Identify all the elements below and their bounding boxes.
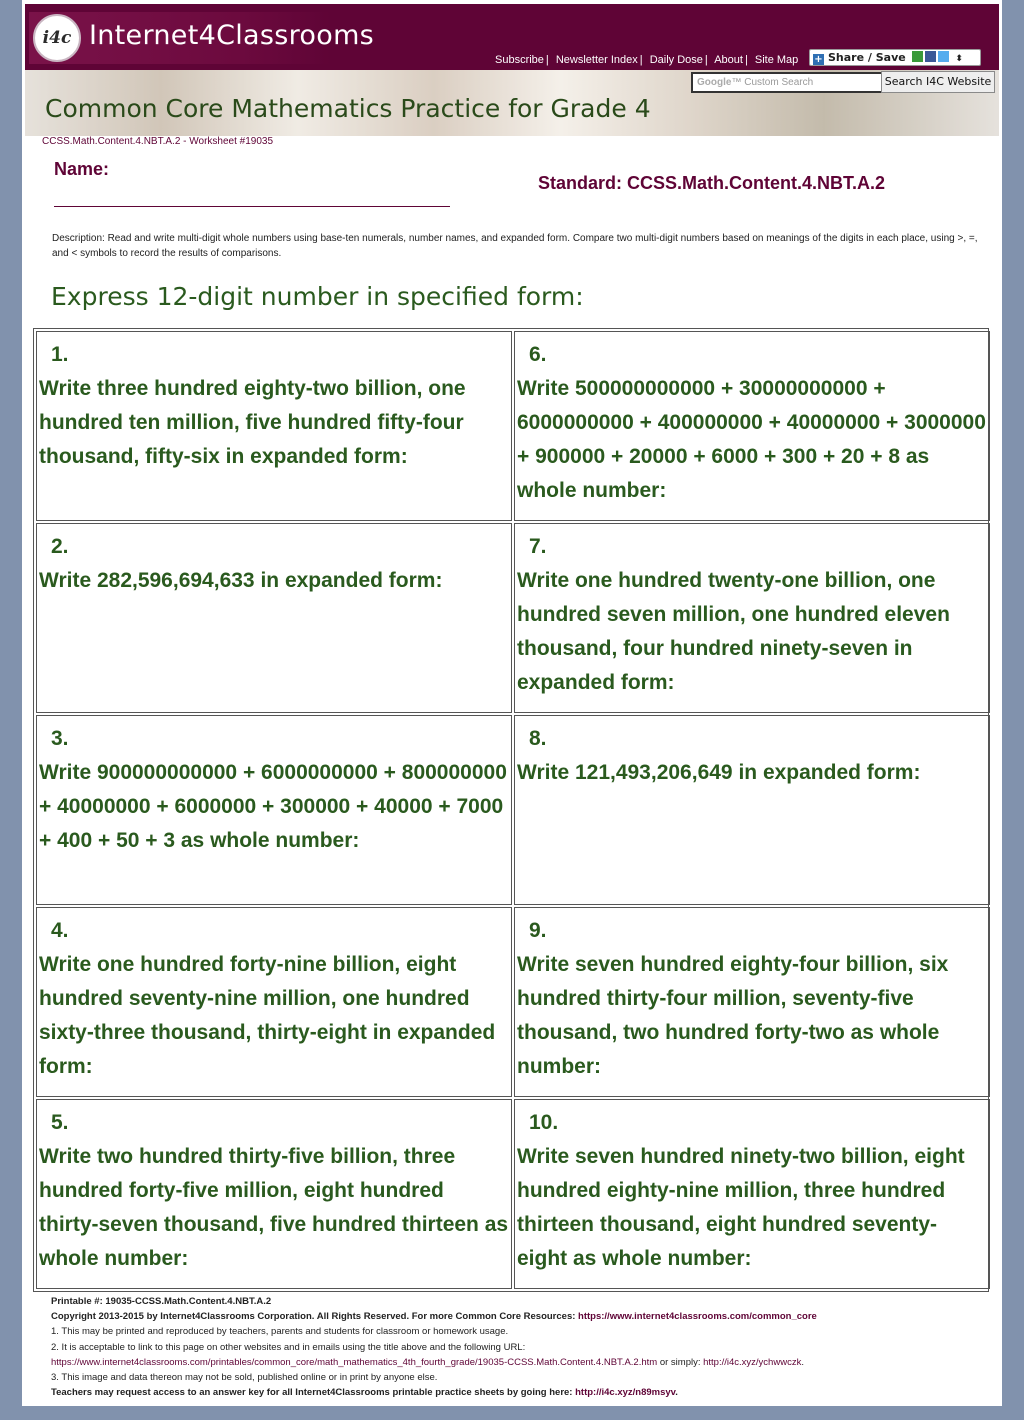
share-plus-icon: +	[814, 54, 823, 65]
question-cell	[514, 1099, 990, 1289]
question-number: 4.	[51, 919, 69, 942]
search-input[interactable]: Google™ Custom Search	[691, 72, 883, 93]
question-number: 8.	[529, 727, 547, 750]
worksheet-url-link[interactable]: https://www.internet4classrooms.com/printables/common_core/math_mathematics_4th_fourth_grade/19035-CCSS.Math.Content.4.NBT.A.2.htm	[51, 1356, 658, 1368]
question-number: 5.	[51, 1111, 69, 1134]
search-button[interactable]: Search I4C Website	[881, 71, 995, 93]
question-text: Write 282,596,694,633 in expanded form:	[39, 569, 443, 592]
worksheet-page	[22, 0, 1002, 1406]
question-cell	[36, 907, 512, 1097]
question-text: Write 500000000000 + 30000000000 + 6000000000 + 400000000 + 40000000 + 3000000 + 900000 + 20000 + 6000 + 300 + 20 + 8 as whole number:	[517, 377, 986, 502]
question-cell	[36, 331, 512, 521]
instructions: Express 12-digit number in specified form:	[51, 282, 584, 311]
description: Description: Read and write multi-digit whole numbers using base-ten numerals, number names, and expanded form. Compare two multi-digit numbers based on meanings of the digits in each place, using >, =, and < symbols to record the results of comparisons.	[52, 233, 978, 259]
footer: Printable #: 19035-CCSS.Math.Content.4.NBT.A.2 Copyright 2013-2015 by Internet4Classrooms Corporation. All Rights Reserved. For more Common Core Resources: https://www.internet4classrooms.com/common_core 1. This may be printed and reproduced by teachers, parents and students for classroom or homework usage. 2. It is acceptable to link to this page on other websites and in emails using the title above and the following URL: https://www.internet4classrooms.com/printables/common_core/math_mathematics_4th_fourth_grade/19035-CCSS.Math.Content.4.NBT.A.2.htm or simply: http://i4c.xyz/ychwwczk. 3. This image and data thereon may not be sold, published online or in print by anyone else. Teachers may request access to an answer key for all Internet4Classrooms printable practice sheets by going here: http://i4c.xyz/n89msyv.	[51, 1294, 991, 1400]
share-save-button[interactable]	[809, 49, 981, 66]
answer-key-note: Teachers may request access to an answer key for all Internet4Classrooms printable practice sheets by going here:	[51, 1387, 573, 1399]
name-line	[54, 206, 450, 207]
question-cell	[514, 523, 990, 713]
i4c-logo-icon: i4c	[33, 14, 81, 62]
question-cell	[36, 715, 512, 905]
question-text: Write 900000000000 + 6000000000 + 800000000 + 40000000 + 6000000 + 300000 + 40000 + 7000 + 400 + 50 + 3 as whole number:	[39, 761, 507, 852]
site-header	[25, 4, 999, 70]
usage-note-2: 2. It is acceptable to link to this page on other websites and in emails using the title above and the following URL:	[51, 1341, 526, 1353]
nav-subscribe[interactable]: Subscribe	[495, 54, 544, 66]
twitter-icon	[938, 51, 949, 62]
short-url-link[interactable]: http://i4c.xyz/ychwwczk	[703, 1356, 802, 1368]
url-or-text: or simply:	[657, 1356, 704, 1368]
answer-key-link[interactable]: http://i4c.xyz/n89msyv	[575, 1387, 676, 1399]
breadcrumb: CCSS.Math.Content.4.NBT.A.2 - Worksheet #19035	[42, 136, 274, 147]
question-number: 7.	[529, 535, 547, 558]
question-cell	[514, 331, 990, 521]
question-number: 10.	[529, 1111, 559, 1134]
google-logo: Google	[697, 77, 732, 88]
share-email-icon	[912, 51, 923, 62]
site-name: Internet4Classrooms	[89, 20, 375, 51]
question-text: Write one hundred forty-nine billion, eight hundred seventy-nine million, one hundred sixty-three thousand, thirty-eight in expanded form:	[39, 953, 496, 1078]
question-text: Write two hundred thirty-five billion, three hundred forty-five million, eight hundred thirty-seven thousand, five hundred thirteen as whole number:	[39, 1145, 509, 1270]
question-text: Write seven hundred eighty-four billion, six hundred thirty-four million, seventy-five thousand, two hundred forty-two as whole number:	[517, 953, 949, 1078]
site-logo[interactable]	[29, 12, 375, 64]
nav-newsletter-index[interactable]: Newsletter Index	[555, 54, 638, 66]
search-placeholder: Custom Search	[744, 77, 814, 88]
question-cell	[514, 907, 990, 1097]
nav-daily-dose[interactable]: Daily Dose	[649, 54, 703, 66]
question-number: 9.	[529, 919, 547, 942]
question-grid	[33, 328, 989, 1292]
header-banner	[25, 70, 999, 136]
question-text: Write three hundred eighty-two billion, one hundred ten million, five hundred fifty-four thousand, fifty-six in expanded form:	[39, 377, 466, 468]
question-cell	[36, 1099, 512, 1289]
question-text: Write seven hundred ninety-two billion, eight hundred eighty-nine million, three hundred thirteen thousand, eight hundred seventy-eight as whole number:	[517, 1145, 965, 1270]
nav-site-map[interactable]: Site Map	[754, 54, 799, 66]
dropdown-arrow-icon: ⬍	[955, 54, 963, 64]
question-cell	[36, 523, 512, 713]
question-cell	[514, 715, 990, 905]
copyright: Copyright 2013-2015 by Internet4Classrooms Corporation. All Rights Reserved. For more Common Core Resources:	[51, 1311, 576, 1323]
page-title: Common Core Mathematics Practice for Grade 4	[45, 94, 651, 123]
usage-note-1: 1. This may be printed and reproduced by teachers, parents and students for classroom or homework usage.	[51, 1326, 509, 1338]
share-label: Share / Save	[828, 51, 906, 64]
question-number: 2.	[51, 535, 69, 558]
question-number: 3.	[51, 727, 69, 750]
top-nav: Subscribe | Newsletter Index | Daily Dose | About | Site Map	[495, 54, 799, 66]
name-label: Name:	[54, 159, 110, 179]
printable-number: Printable #: 19035-CCSS.Math.Content.4.NBT.A.2	[51, 1296, 272, 1307]
facebook-icon	[925, 51, 936, 62]
usage-note-3: 3. This image and data thereon may not be sold, published online or in print by anyone else.	[51, 1372, 438, 1384]
question-text: Write one hundred twenty-one billion, one hundred seven million, one hundred eleven thousand, four hundred ninety-seven in expanded form:	[517, 569, 950, 694]
question-number: 1.	[51, 343, 69, 366]
nav-about[interactable]: About	[714, 54, 743, 66]
common-core-link[interactable]: https://www.internet4classrooms.com/common_core	[578, 1311, 817, 1323]
standard-label: Standard: CCSS.Math.Content.4.NBT.A.2	[538, 173, 886, 193]
question-text: Write 121,493,206,649 in expanded form:	[517, 761, 921, 784]
question-number: 6.	[529, 343, 547, 366]
